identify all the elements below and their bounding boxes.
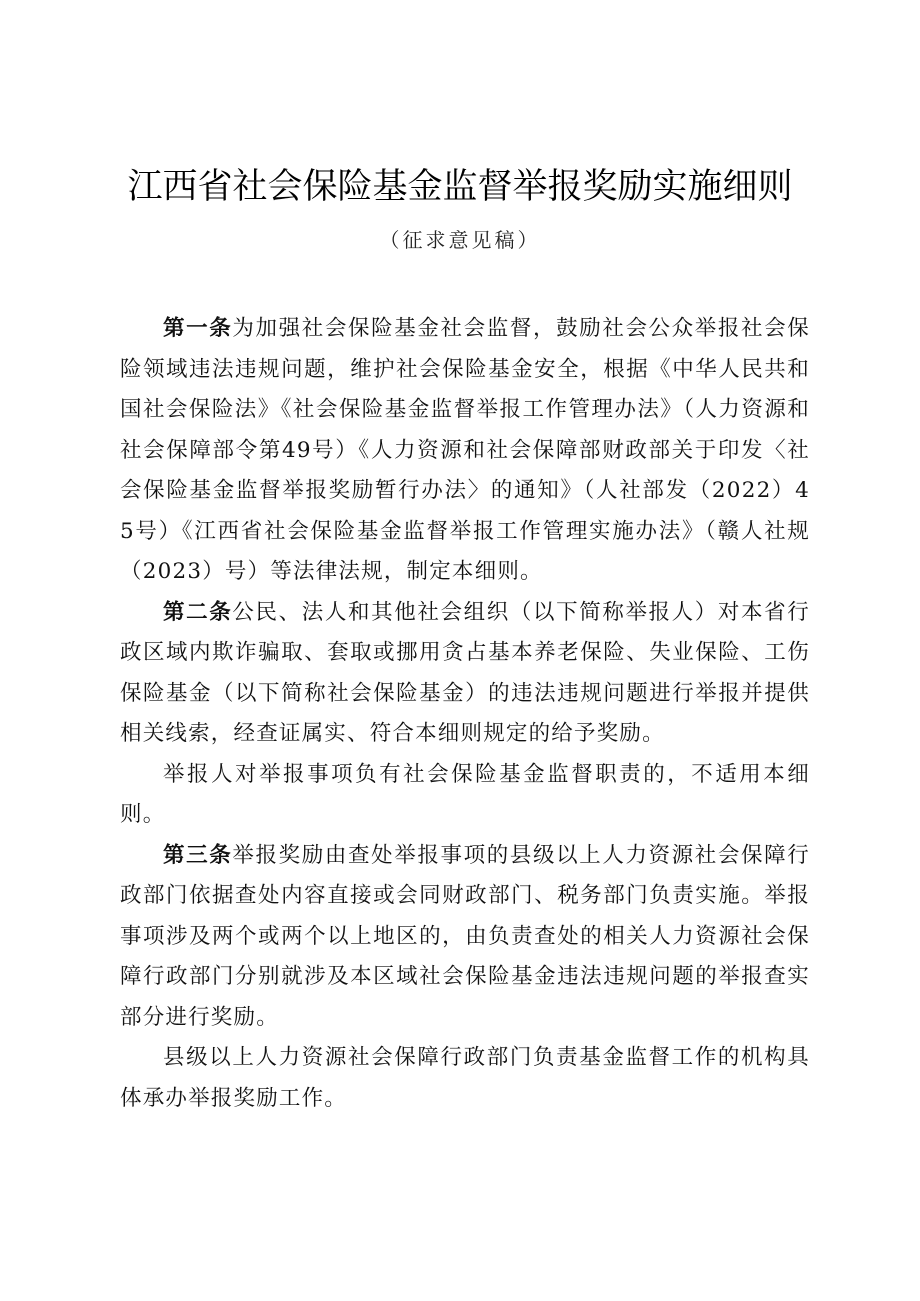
article-3-continuation (120, 1038, 810, 1119)
paragraph-text: 县级以上人力资源社会保障行政部门负责基金监督工作的机构具体承办举报奖励工作。 (120, 1045, 810, 1111)
document-subtitle: （征求意见稿） (379, 228, 541, 252)
document-title: 江西省社会保险基金监督举报奖励实施细则 (127, 167, 793, 207)
document-body (120, 309, 810, 1119)
article-3-paragraph (120, 836, 810, 1039)
article-text: 举报奖励由查处举报事项的县级以上人力资源社会保障行政部门依据查处内容直接或会同财政部门、税务部门负责实施。举报事项涉及两个或两个以上地区的，由负责查处的相关人力资源社会保障行政部门分别就涉及本区域社会保险基金违法违规问题的举报查实部分进行奖励。 (120, 842, 810, 1030)
article-2-continuation (120, 755, 810, 836)
article-heading: 第一条 (163, 316, 233, 341)
article-text: 为加强社会保险基金社会监督，鼓励社会公众举报社会保险领域违法违规问题，维护社会保险基金安全，根据《中华人民共和国社会保险法》《社会保险基金监督举报工作管理办法》（人力资源和社会保障部令第49号）《人力资源和社会保障部财政部关于印发〈社会保险基金监督举报奖励暂行办法〉的通知》（人社部发（2022）45号）《江西省社会保险基金监督举报工作管理实施办法》（赣人社规（2023）号）等法律法规，制定本细则。 (120, 316, 810, 584)
article-heading: 第二条 (163, 599, 233, 625)
article-heading: 第三条 (163, 842, 233, 868)
paragraph-text: 举报人对举报事项负有社会保险基金监督职责的，不适用本细则。 (120, 761, 810, 827)
article-1-paragraph (120, 309, 810, 593)
article-text: 公民、法人和其他社会组织（以下简称举报人）对本省行政区域内欺诈骗取、套取或挪用贪占基本养老保险、失业保险、工伤保险基金（以下简称社会保险基金）的违法违规问题进行举报并提供相关线索，经查证属实、符合本细则规定的给予奖励。 (120, 599, 810, 746)
article-2-paragraph (120, 593, 810, 755)
